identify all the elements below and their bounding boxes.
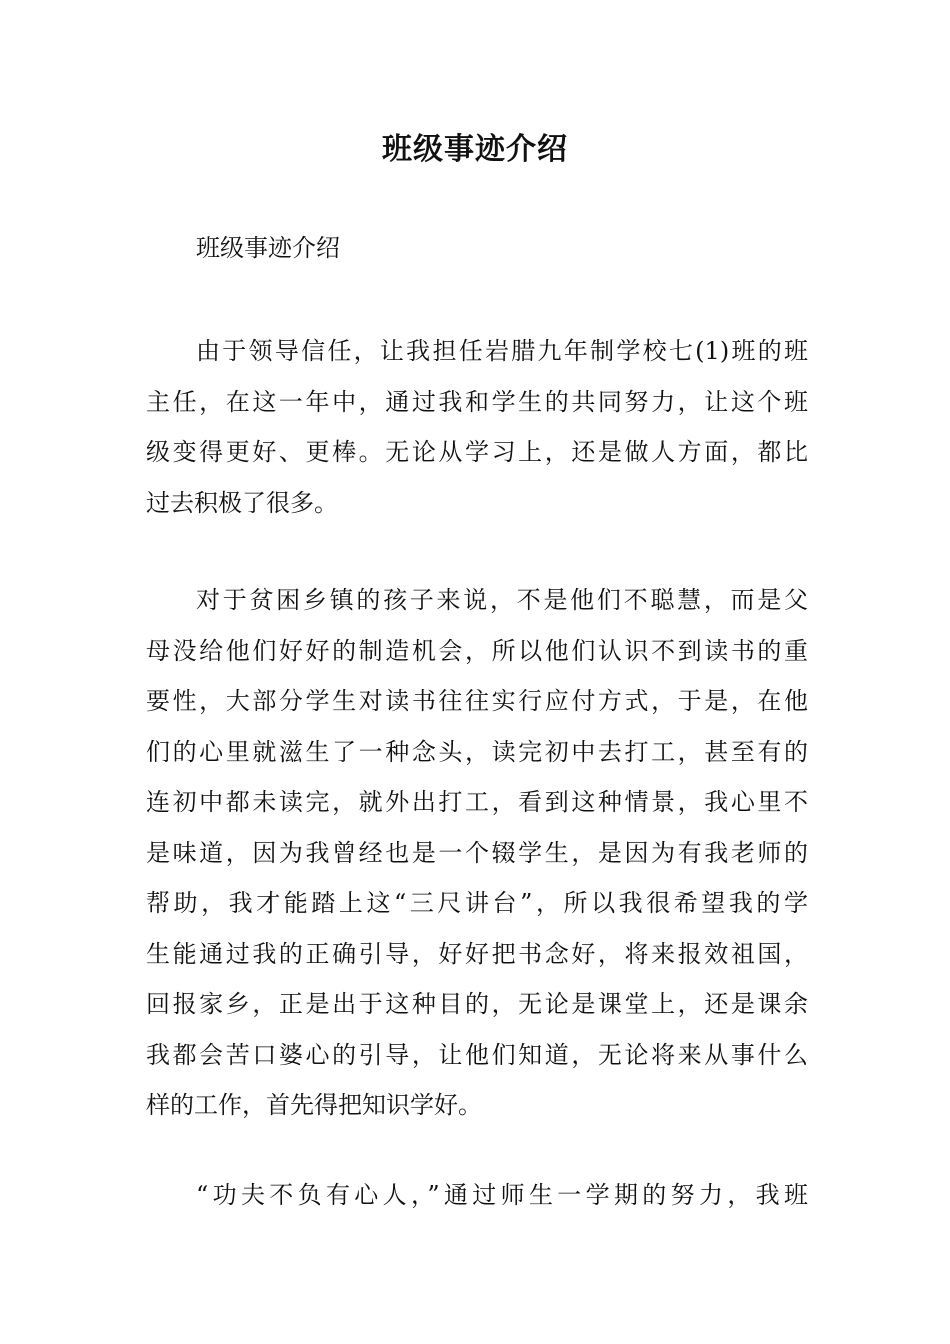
paragraph-line: 级变得更好、更棒。无论从学习上，还是做人方面，都比 — [146, 438, 808, 466]
paragraph-3 — [146, 1170, 808, 1221]
paragraph-line: 连初中都未读完，就外出打工，看到这种情景，我心里不 — [146, 788, 808, 816]
paragraph-line: 我都会苦口婆心的引导，让他们知道，无论将来从事什么 — [146, 1040, 808, 1069]
paragraph-line: “功夫不负有心人，”通过师生一学期的努力，我班 — [196, 1181, 808, 1209]
paragraph-line: 样的工作，首先得把知识学好。 — [146, 1091, 482, 1119]
paragraph-line: 帮助，我才能踏上这“三尺讲台”，所以我很希望我的学 — [146, 889, 808, 917]
paragraph-1 — [146, 326, 808, 528]
paragraph-line: 们的心里就滋生了一种念头，读完初中去打工，甚至有的 — [146, 737, 808, 766]
paragraph-line: 要性，大部分学生对读书往往实行应付方式，于是，在他 — [146, 687, 808, 715]
paragraph-line: 生能通过我的正确引导，好好把书念好，将来报效祖国， — [146, 939, 808, 968]
paragraph-line: 母没给他们好好的制造机会，所以他们认识不到读书的重 — [146, 636, 808, 665]
paragraph-line: 回报家乡，正是出于这种目的，无论是课堂上，还是课余 — [146, 990, 808, 1018]
document-subtitle: 班级事迹介绍 — [196, 234, 340, 262]
paragraph-line: 主任，在这一年中，通过我和学生的共同努力，让这个班 — [146, 387, 808, 416]
paragraph-line: 由于领导信任，让我担任岩腊九年制学校七(1)班的班 — [196, 337, 808, 365]
document-title: 班级事迹介绍 — [382, 132, 568, 167]
paragraph-line: 对于贫困乡镇的孩子来说，不是他们不聪慧，而是父 — [196, 586, 808, 614]
paragraph-line: 过去积极了很多。 — [146, 488, 338, 517]
paragraph-2 — [146, 575, 808, 1131]
paragraph-line: 是味道，因为我曾经也是一个辍学生，是因为有我老师的 — [146, 838, 808, 867]
